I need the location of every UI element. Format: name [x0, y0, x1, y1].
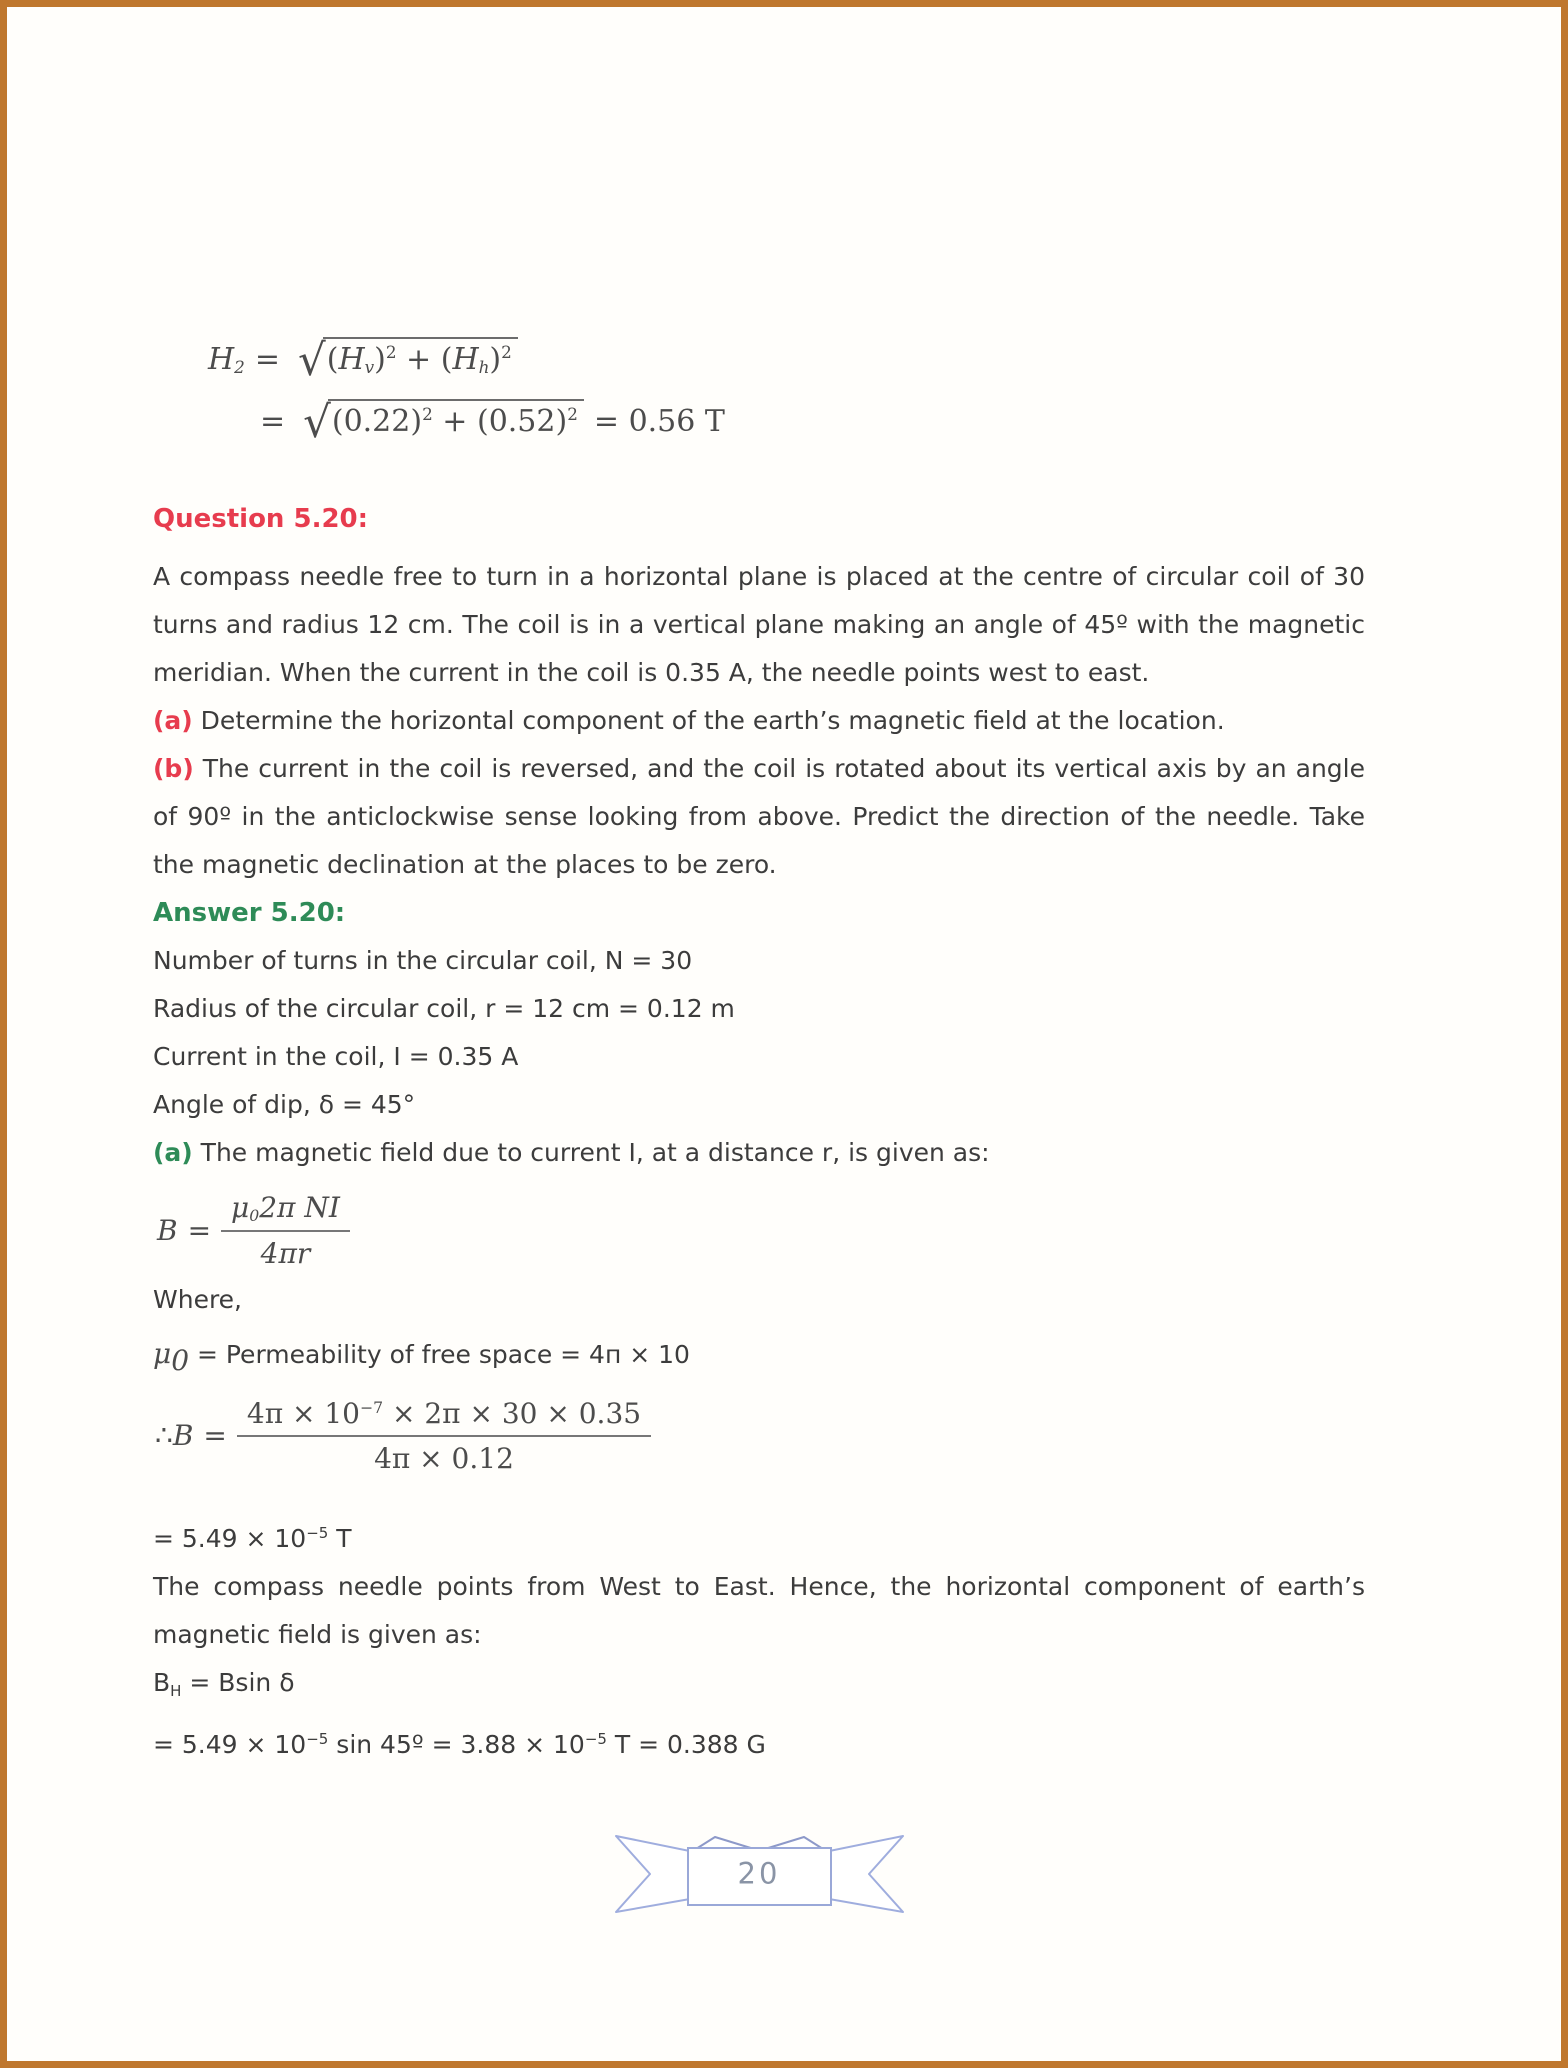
result-tesla-line — [153, 1509, 1365, 1563]
formula-token: ( — [326, 341, 339, 377]
radicand — [328, 399, 584, 439]
formula-token: (0.22) — [331, 404, 423, 439]
question-heading: Question 5.20: — [153, 504, 369, 534]
formula-token: ) — [489, 341, 502, 377]
final-token: T = 0.388 G — [606, 1729, 766, 1759]
formula-token: = — [203, 1419, 227, 1453]
result-exponent: −5 — [306, 1523, 329, 1542]
formula-token: 2 — [234, 357, 245, 377]
answer-part-a-text: The magnetic field due to current I, at a distance r, is given as: — [192, 1138, 990, 1167]
question-part-a — [153, 697, 1365, 745]
formula-token: 2 — [501, 341, 512, 362]
formula-token: v — [364, 357, 375, 377]
formula-resultant-line1 — [208, 315, 1365, 387]
fraction-denominator: 4π × 0.12 — [374, 1441, 514, 1475]
formula-token: H — [452, 341, 479, 377]
formula-token: ) — [374, 341, 386, 377]
fraction — [221, 1191, 350, 1270]
result-token: = 5.49 × 10 — [153, 1523, 307, 1553]
square-root — [298, 336, 518, 387]
formula-token: B — [157, 1213, 178, 1247]
mu-subscript: 0 — [171, 1343, 190, 1377]
formula-token: B — [172, 1419, 194, 1453]
formula-token: 2π NI — [259, 1191, 340, 1224]
page-content — [7, 7, 1561, 1918]
part-b-label: (b) — [153, 754, 194, 783]
formula-token: −7 — [359, 1397, 384, 1417]
formula-token: H — [338, 341, 365, 377]
formula-token: × 2π × 30 × 0.35 — [383, 1396, 642, 1430]
bh-subscript: H — [170, 1681, 182, 1700]
formula-token: (0.52) — [476, 404, 568, 439]
fraction-numerator — [221, 1191, 350, 1232]
fraction — [237, 1397, 651, 1475]
page-number-ribbon — [612, 1833, 907, 1918]
question-part-b — [153, 745, 1365, 889]
part-a-label: (a) — [153, 706, 193, 735]
answer-given-current: Current in the coil, I = 0.35 A — [153, 1042, 519, 1071]
part-a-text: Determine the horizontal component of the earth’s magnetic field at the location. — [192, 706, 1225, 735]
formula-token: = — [260, 404, 286, 439]
formula-token: h — [478, 357, 490, 377]
fraction-denominator: 4πr — [260, 1236, 311, 1270]
answer-heading: Answer 5.20: — [153, 898, 346, 928]
final-result-line — [153, 1715, 1365, 1769]
page-number: 20 — [737, 1857, 781, 1892]
bh-token: = Bsin δ — [181, 1667, 295, 1697]
formula-result: = 0.56 T — [593, 404, 725, 439]
final-token: = 5.49 × 10 — [153, 1729, 307, 1759]
radical-sign: √ — [298, 336, 326, 387]
fraction-numerator — [237, 1397, 651, 1437]
where-label: Where, — [153, 1284, 243, 1314]
formula-magnetic-field — [157, 1191, 1365, 1270]
formula-b-evaluation — [155, 1397, 1365, 1475]
radical-sign: √ — [303, 398, 331, 449]
therefore-symbol: ∴ — [155, 1419, 173, 1453]
bh-token: B — [153, 1667, 171, 1697]
mu-symbol: μ — [153, 1336, 172, 1370]
answer-given-turns: Number of turns in the circular coil, N = 30 — [153, 946, 693, 975]
final-token: sin 45º = 3.88 × 10 — [328, 1729, 585, 1759]
formula-resultant-field — [208, 315, 1365, 449]
formula-resultant-line2 — [250, 377, 1365, 449]
formula-token: 0 — [249, 1205, 260, 1225]
final-exponent: −5 — [584, 1729, 607, 1748]
permeability-text: = Permeability of free space = 4п × 10 — [189, 1339, 690, 1369]
answer-part-a-label: (a) — [153, 1138, 193, 1167]
formula-token: = — [187, 1213, 212, 1247]
bh-line — [153, 1659, 1365, 1715]
answer-given-radius: Radius of the circular coil, r = 12 cm = 0.12 m — [153, 994, 735, 1023]
formula-token: 2 — [385, 341, 397, 362]
radicand — [323, 337, 518, 377]
formula-token: + — [396, 341, 441, 377]
formula-token: + — [432, 404, 477, 439]
result-token: T — [328, 1523, 352, 1553]
square-root — [303, 398, 584, 449]
formula-token: 4π × 10 — [246, 1396, 360, 1430]
final-exponent: −5 — [306, 1729, 329, 1748]
formula-token: = — [254, 342, 280, 377]
formula-token: 2 — [422, 404, 433, 425]
part-b-text: The current in the coil is reversed, and the coil is rotated about its vertical axis by an angle of 90º in the anticlockwise sense looking from above. Predict the direction of the needle. Take the magnetic declination at the places to be zero. — [153, 754, 1365, 879]
formula-token: 2 — [567, 404, 578, 425]
formula-token: H — [208, 342, 235, 377]
question-text: A compass needle free to turn in a horizontal plane is placed at the centre of circular coil of 30 turns and radius 12 cm. The coil is in a vertical plane making an angle of 45º with the magnetic meridian. When the current in the coil is 0.35 A, the needle points west to east. — [153, 562, 1365, 687]
formula-token: μ — [231, 1191, 250, 1224]
formula-token: ( — [440, 341, 453, 377]
permeability-line — [153, 1330, 1365, 1385]
compass-paragraph: The compass needle points from West to East. Hence, the horizontal component of earth’s magnetic field is given as: — [153, 1571, 1365, 1649]
answer-given-dip: Angle of dip, δ = 45° — [153, 1090, 416, 1119]
answer-part-a — [153, 1129, 1365, 1177]
